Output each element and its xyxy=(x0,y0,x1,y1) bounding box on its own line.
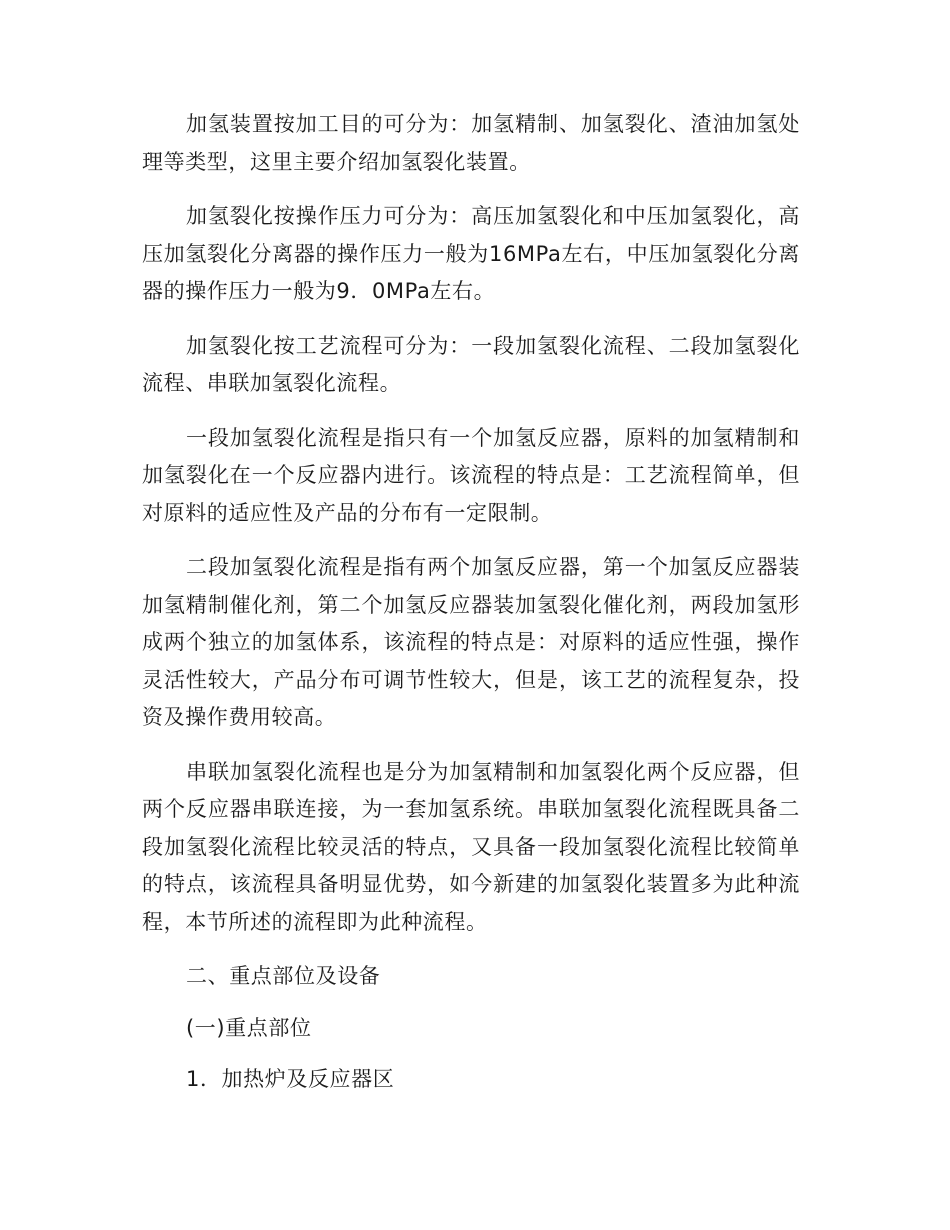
paragraph-process-types: 加氢裂化按工艺流程可分为：一段加氢裂化流程、二段加氢裂化流程、串联加氢裂化流程。 xyxy=(142,333,800,395)
paragraph-two-stage: 二段加氢裂化流程是指有两个加氢反应器，第一个加氢反应器装加氢精制催化剂，第二个加氢反应器装加氢裂化催化剂，两段加氢形成两个独立的加氢体系，该流程的特点是：对原料的适应性强，操作灵活性较大，产品分布可调节性较大，但是，该工艺的流程复杂，投资及操作费用较高。 xyxy=(142,555,800,729)
paragraph-series-flow: 串联加氢裂化流程也是分为加氢精制和加氢裂化两个反应器，但两个反应器串联连接，为一套加氢系统。串联加氢裂化流程既具备二段加氢裂化流程比较灵活的特点，又具备一段加氢裂化流程比较简单的特点，该流程具备明显优势，如今新建的加氢裂化装置多为此种流程，本节所述的流程即为此种流程。 xyxy=(142,759,800,934)
subsection-heading: (一)重点部位 xyxy=(186,1015,312,1040)
paragraph-pressure-types: 加氢裂化按操作压力可分为：高压加氢裂化和中压加氢裂化，高压加氢裂化分离器的操作压力一般为16MPa左右，中压加氢裂化分离器的操作压力一般为9．0MPa左右。 xyxy=(142,204,800,303)
paragraph-single-stage: 一段加氢裂化流程是指只有一个加氢反应器，原料的加氢精制和加氢裂化在一个反应器内进行。该流程的特点是：工艺流程简单，但对原料的适应性及产品的分布有一定限制。 xyxy=(142,425,800,525)
item-heading: 1．加热炉及反应器区 xyxy=(186,1067,395,1091)
paragraph-hydro-unit-types: 加氢装置按加工目的可分为：加氢精制、加氢裂化、渣油加氢处理等类型，这里主要介绍加氢裂化装置。 xyxy=(142,112,800,174)
section-heading: 二、重点部位及设备 xyxy=(186,964,381,988)
